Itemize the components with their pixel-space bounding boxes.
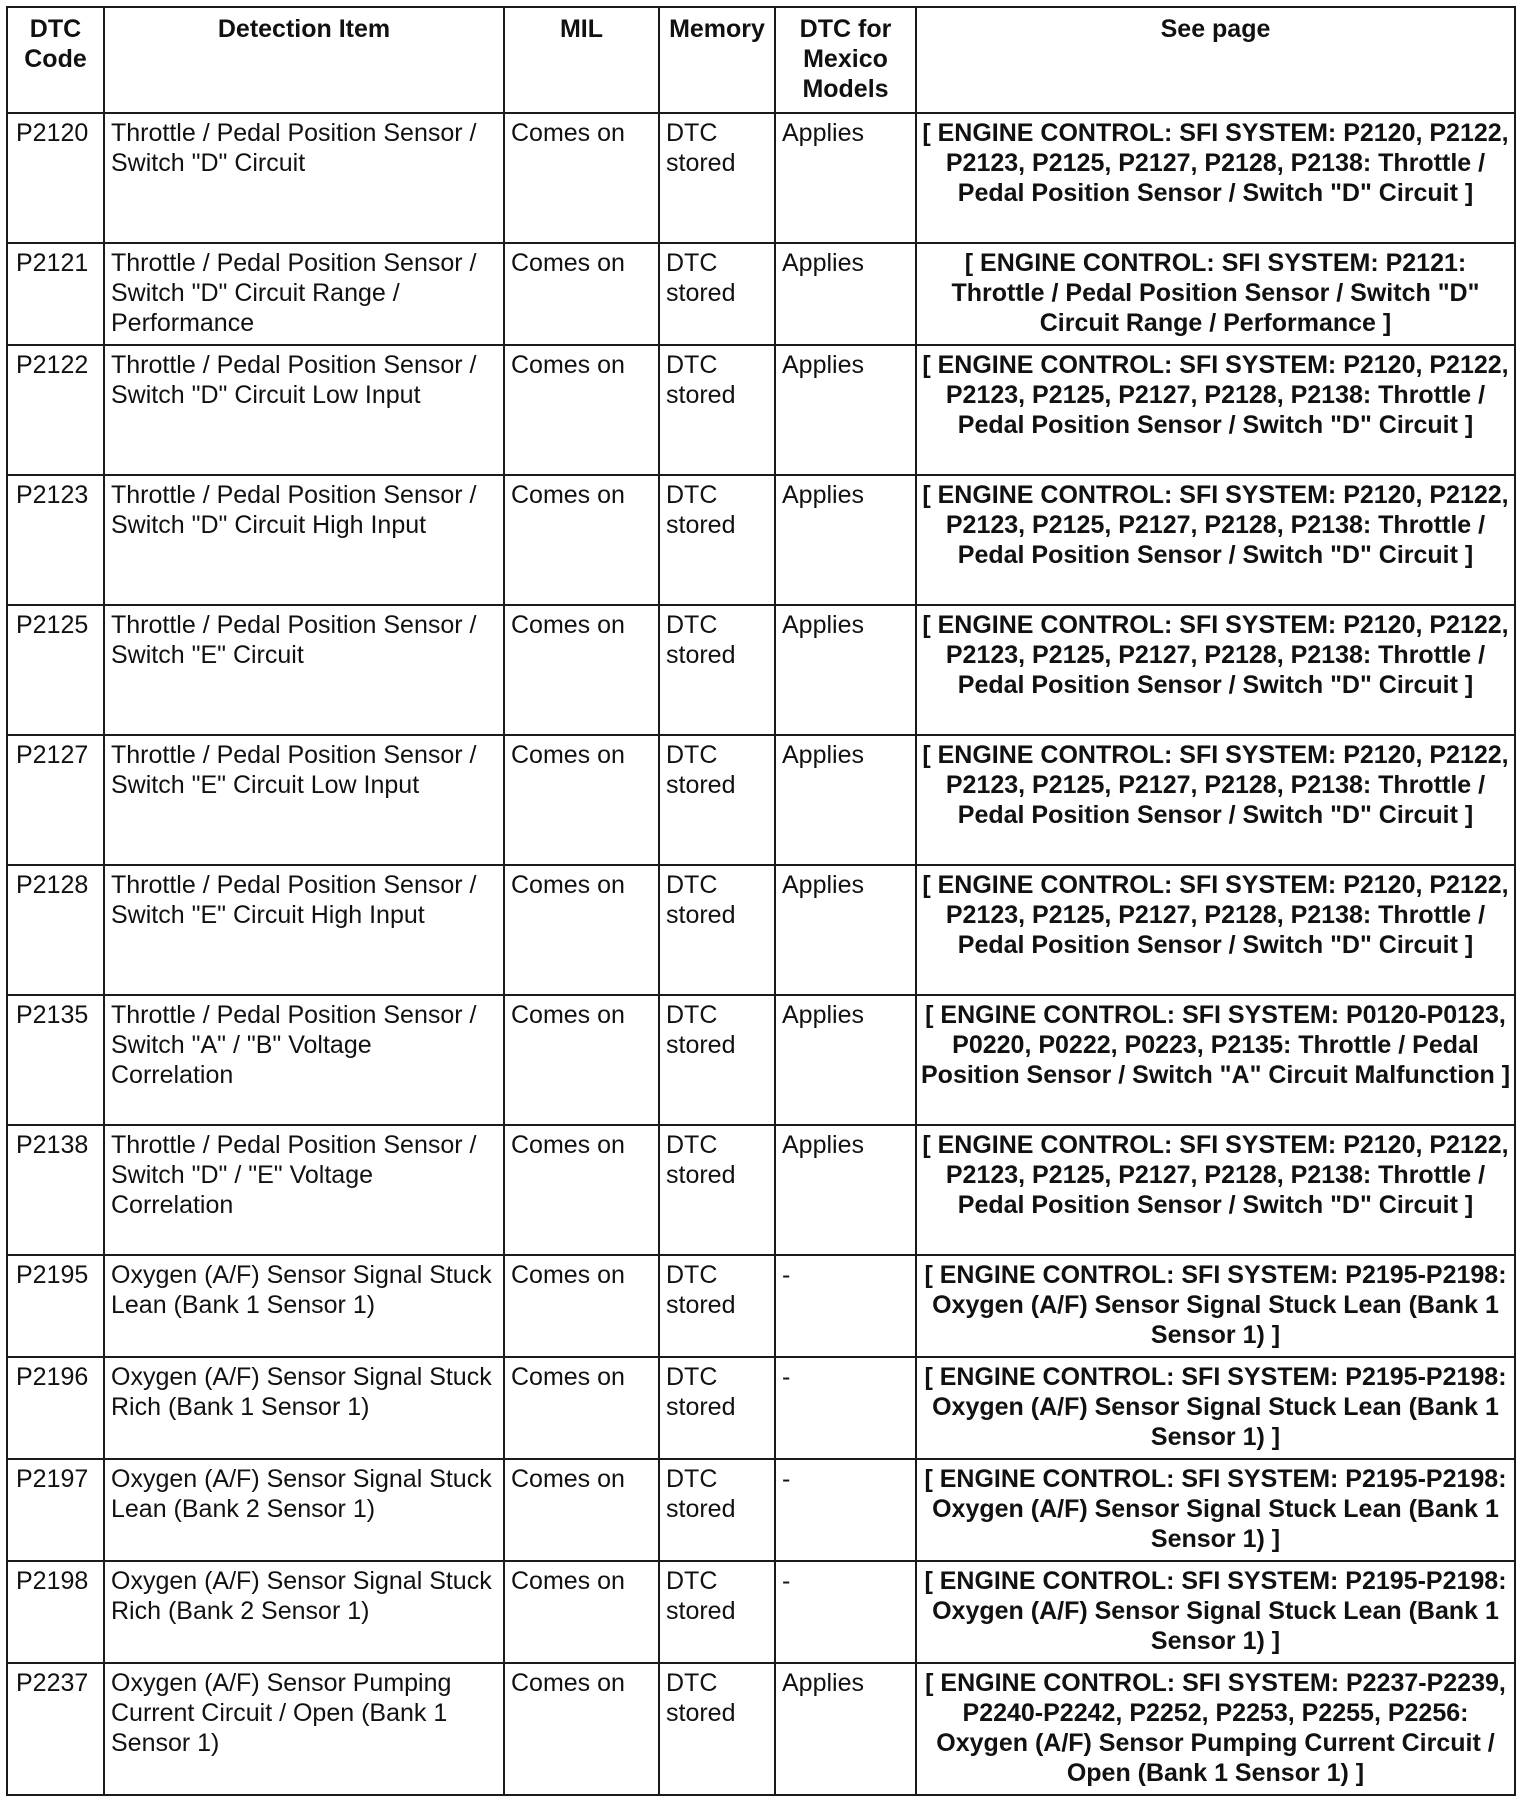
dtc-code-cell: P2135 (7, 995, 104, 1125)
table-row (7, 865, 1515, 995)
dtc-code-cell: P2237 (7, 1663, 104, 1795)
table-row (7, 345, 1515, 475)
mexico-cell: - (775, 1357, 916, 1459)
mexico-cell: Applies (775, 345, 916, 475)
detection-item-cell: Throttle / Pedal Position Sensor / Switch "E" Circuit High Input (104, 865, 504, 995)
mil-cell: Comes on (504, 345, 659, 475)
mil-cell: Comes on (504, 995, 659, 1125)
memory-cell: DTC stored (659, 1663, 775, 1795)
detection-item-cell: Throttle / Pedal Position Sensor / Switch "D" Circuit Low Input (104, 345, 504, 475)
mil-cell: Comes on (504, 1561, 659, 1663)
mexico-cell: Applies (775, 995, 916, 1125)
dtc-code-cell: P2128 (7, 865, 104, 995)
memory-cell: DTC stored (659, 995, 775, 1125)
mil-cell: Comes on (504, 865, 659, 995)
header-dtc-code: DTC Code (7, 7, 104, 113)
dtc-code-cell: P2196 (7, 1357, 104, 1459)
mexico-cell: Applies (775, 735, 916, 865)
detection-item-cell: Throttle / Pedal Position Sensor / Switch "D" Circuit (104, 113, 504, 243)
mexico-cell: Applies (775, 243, 916, 345)
see-page-link[interactable]: [ ENGINE CONTROL: SFI SYSTEM: P2121: Throttle / Pedal Position Sensor / Switch "D" Circuit Range / Performance ] (916, 243, 1515, 345)
table-row (7, 1357, 1515, 1459)
table-row (7, 1459, 1515, 1561)
mexico-cell: Applies (775, 1125, 916, 1255)
mil-cell: Comes on (504, 1255, 659, 1357)
header-mil: MIL (504, 7, 659, 113)
dtc-code-cell: P2125 (7, 605, 104, 735)
see-page-link[interactable]: [ ENGINE CONTROL: SFI SYSTEM: P2120, P2122, P2123, P2125, P2127, P2128, P2138: Throttle / Pedal Position Sensor / Switch "D" Circuit ] (916, 475, 1515, 605)
dtc-code-cell: P2138 (7, 1125, 104, 1255)
mil-cell: Comes on (504, 1459, 659, 1561)
table-row (7, 475, 1515, 605)
mil-cell: Comes on (504, 475, 659, 605)
header-mexico-models: DTC for Mexico Models (775, 7, 916, 113)
table-header-row (7, 7, 1515, 113)
memory-cell: DTC stored (659, 243, 775, 345)
mexico-cell: Applies (775, 475, 916, 605)
memory-cell: DTC stored (659, 1125, 775, 1255)
memory-cell: DTC stored (659, 1255, 775, 1357)
detection-item-cell: Throttle / Pedal Position Sensor / Switch "E" Circuit (104, 605, 504, 735)
detection-item-cell: Throttle / Pedal Position Sensor / Switch "D" Circuit Range / Performance (104, 243, 504, 345)
table-row (7, 1663, 1515, 1795)
memory-cell: DTC stored (659, 1459, 775, 1561)
table-row (7, 995, 1515, 1125)
see-page-link[interactable]: [ ENGINE CONTROL: SFI SYSTEM: P2237-P2239, P2240-P2242, P2252, P2253, P2255, P2256: Oxygen (A/F) Sensor Pumping Current Circuit / Open (Bank 1 Sensor 1) ] (916, 1663, 1515, 1795)
table-row (7, 1561, 1515, 1663)
see-page-link[interactable]: [ ENGINE CONTROL: SFI SYSTEM: P2120, P2122, P2123, P2125, P2127, P2128, P2138: Throttle / Pedal Position Sensor / Switch "D" Circuit ] (916, 1125, 1515, 1255)
see-page-link[interactable]: [ ENGINE CONTROL: SFI SYSTEM: P2195-P2198: Oxygen (A/F) Sensor Signal Stuck Lean (Bank 1 Sensor 1) ] (916, 1459, 1515, 1561)
dtc-code-cell: P2121 (7, 243, 104, 345)
mexico-cell: - (775, 1561, 916, 1663)
dtc-table (6, 6, 1516, 1796)
memory-cell: DTC stored (659, 865, 775, 995)
mexico-cell: Applies (775, 605, 916, 735)
dtc-code-cell: P2122 (7, 345, 104, 475)
dtc-code-cell: P2120 (7, 113, 104, 243)
detection-item-cell: Oxygen (A/F) Sensor Pumping Current Circuit / Open (Bank 1 Sensor 1) (104, 1663, 504, 1795)
mil-cell: Comes on (504, 605, 659, 735)
header-see-page: See page (916, 7, 1515, 113)
dtc-code-cell: P2195 (7, 1255, 104, 1357)
mil-cell: Comes on (504, 1357, 659, 1459)
dtc-code-cell: P2197 (7, 1459, 104, 1561)
memory-cell: DTC stored (659, 113, 775, 243)
see-page-link[interactable]: [ ENGINE CONTROL: SFI SYSTEM: P2195-P2198: Oxygen (A/F) Sensor Signal Stuck Lean (Bank 1 Sensor 1) ] (916, 1561, 1515, 1663)
dtc-code-cell: P2123 (7, 475, 104, 605)
mexico-cell: Applies (775, 1663, 916, 1795)
memory-cell: DTC stored (659, 735, 775, 865)
see-page-link[interactable]: [ ENGINE CONTROL: SFI SYSTEM: P2120, P2122, P2123, P2125, P2127, P2128, P2138: Throttle / Pedal Position Sensor / Switch "D" Circuit ] (916, 865, 1515, 995)
memory-cell: DTC stored (659, 475, 775, 605)
detection-item-cell: Oxygen (A/F) Sensor Signal Stuck Lean (Bank 2 Sensor 1) (104, 1459, 504, 1561)
table-row (7, 243, 1515, 345)
detection-item-cell: Throttle / Pedal Position Sensor / Switch "E" Circuit Low Input (104, 735, 504, 865)
detection-item-cell: Oxygen (A/F) Sensor Signal Stuck Rich (Bank 1 Sensor 1) (104, 1357, 504, 1459)
memory-cell: DTC stored (659, 1561, 775, 1663)
table-row (7, 1125, 1515, 1255)
see-page-link[interactable]: [ ENGINE CONTROL: SFI SYSTEM: P2120, P2122, P2123, P2125, P2127, P2128, P2138: Throttle / Pedal Position Sensor / Switch "D" Circuit ] (916, 113, 1515, 243)
memory-cell: DTC stored (659, 1357, 775, 1459)
detection-item-cell: Oxygen (A/F) Sensor Signal Stuck Lean (Bank 1 Sensor 1) (104, 1255, 504, 1357)
mexico-cell: Applies (775, 865, 916, 995)
memory-cell: DTC stored (659, 605, 775, 735)
see-page-link[interactable]: [ ENGINE CONTROL: SFI SYSTEM: P0120-P0123, P0220, P0222, P0223, P2135: Throttle / Pedal Position Sensor / Switch "A" Circuit Malfunction ] (916, 995, 1515, 1125)
memory-cell: DTC stored (659, 345, 775, 475)
mil-cell: Comes on (504, 243, 659, 345)
detection-item-cell: Throttle / Pedal Position Sensor / Switch "D" Circuit High Input (104, 475, 504, 605)
see-page-link[interactable]: [ ENGINE CONTROL: SFI SYSTEM: P2120, P2122, P2123, P2125, P2127, P2128, P2138: Throttle / Pedal Position Sensor / Switch "D" Circuit ] (916, 345, 1515, 475)
see-page-link[interactable]: [ ENGINE CONTROL: SFI SYSTEM: P2195-P2198: Oxygen (A/F) Sensor Signal Stuck Lean (Bank 1 Sensor 1) ] (916, 1255, 1515, 1357)
mil-cell: Comes on (504, 735, 659, 865)
mil-cell: Comes on (504, 113, 659, 243)
table-row (7, 113, 1515, 243)
mil-cell: Comes on (504, 1125, 659, 1255)
table-row (7, 605, 1515, 735)
mexico-cell: Applies (775, 113, 916, 243)
header-detection-item: Detection Item (104, 7, 504, 113)
detection-item-cell: Throttle / Pedal Position Sensor / Switch "D" / "E" Voltage Correlation (104, 1125, 504, 1255)
see-page-link[interactable]: [ ENGINE CONTROL: SFI SYSTEM: P2120, P2122, P2123, P2125, P2127, P2128, P2138: Throttle / Pedal Position Sensor / Switch "D" Circuit ] (916, 735, 1515, 865)
see-page-link[interactable]: [ ENGINE CONTROL: SFI SYSTEM: P2120, P2122, P2123, P2125, P2127, P2128, P2138: Throttle / Pedal Position Sensor / Switch "D" Circuit ] (916, 605, 1515, 735)
header-memory: Memory (659, 7, 775, 113)
mexico-cell: - (775, 1255, 916, 1357)
dtc-code-cell: P2198 (7, 1561, 104, 1663)
dtc-code-cell: P2127 (7, 735, 104, 865)
table-row (7, 1255, 1515, 1357)
see-page-link[interactable]: [ ENGINE CONTROL: SFI SYSTEM: P2195-P2198: Oxygen (A/F) Sensor Signal Stuck Lean (Bank 1 Sensor 1) ] (916, 1357, 1515, 1459)
detection-item-cell: Oxygen (A/F) Sensor Signal Stuck Rich (Bank 2 Sensor 1) (104, 1561, 504, 1663)
mil-cell: Comes on (504, 1663, 659, 1795)
table-row (7, 735, 1515, 865)
detection-item-cell: Throttle / Pedal Position Sensor / Switch "A" / "B" Voltage Correlation (104, 995, 504, 1125)
dtc-table-container (6, 6, 1516, 1796)
mexico-cell: - (775, 1459, 916, 1561)
